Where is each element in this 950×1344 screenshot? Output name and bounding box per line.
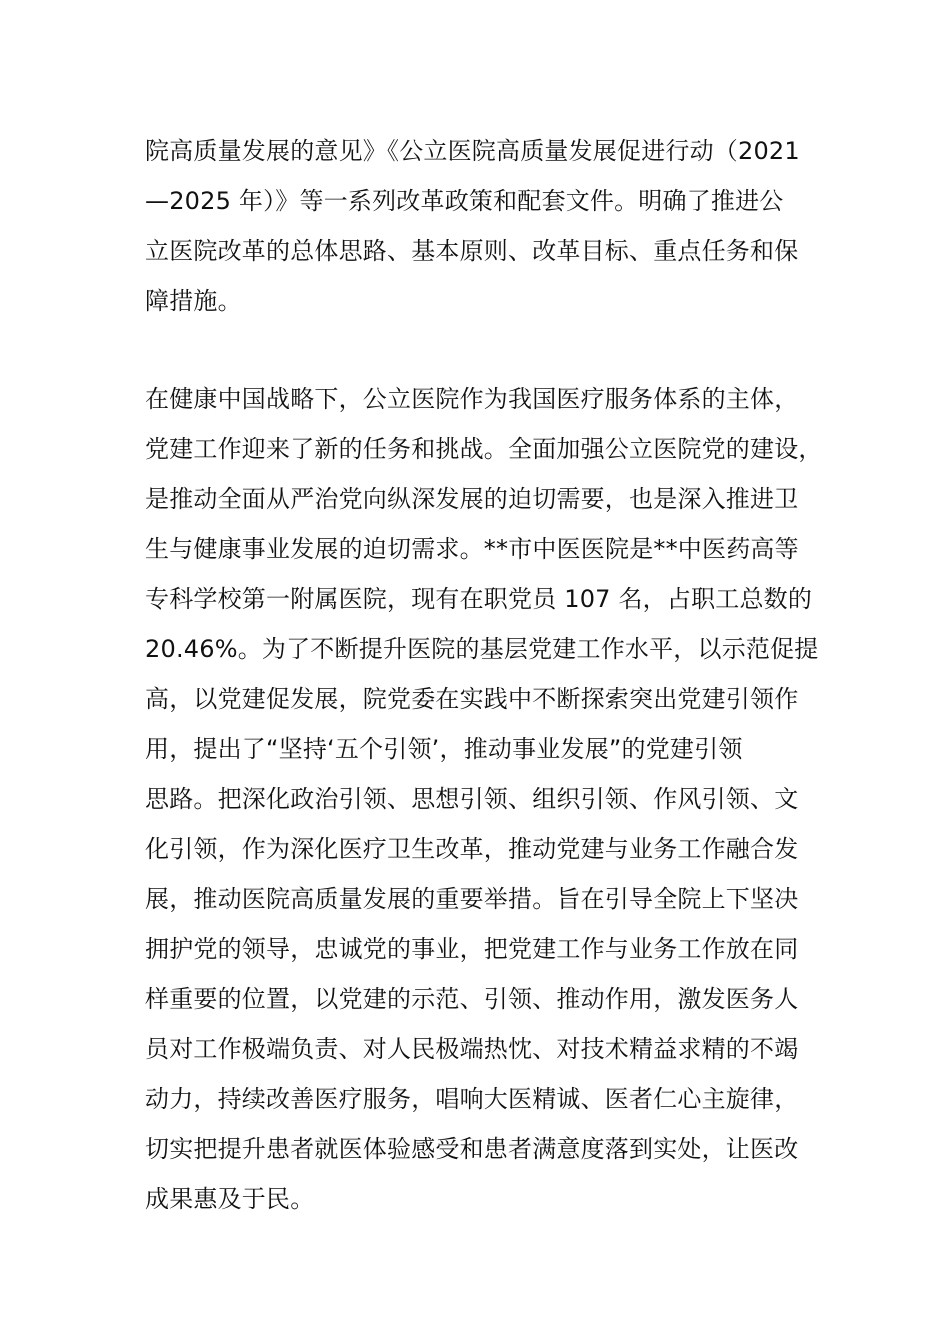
paragraph-2-line-9: 思路。把深化政治引领、思想引领、组织引领、作风引领、文 bbox=[145, 785, 799, 813]
paragraph-2-line-11: 展，推动医院高质量发展的重要举措。旨在引导全院上下坚决 bbox=[145, 885, 799, 913]
paragraph-1-line-4: 障措施。 bbox=[145, 287, 242, 315]
paragraph-2-line-3: 是推动全面从严治党向纵深发展的迫切需要，也是深入推进卫 bbox=[145, 485, 799, 513]
paragraph-1-line-1: 院高质量发展的意见》《公立医院高质量发展促进行动（2021 bbox=[145, 137, 800, 165]
paragraph-2-line-7: 高，以党建促发展，院党委在实践中不断探索突出党建引领作 bbox=[145, 685, 799, 713]
paragraph-1-line-3: 立医院改革的总体思路、基本原则、改革目标、重点任务和保 bbox=[145, 237, 799, 265]
paragraph-2-line-6: 20.46%。为了不断提升医院的基层党建工作水平，以示范促提 bbox=[145, 635, 819, 663]
paragraph-1-line-2: —2025 年）》等一系列改革政策和配套文件。明确了推进公 bbox=[145, 187, 784, 215]
paragraph-2-line-16: 切实把提升患者就医体验感受和患者满意度落到实处，让医改 bbox=[145, 1135, 799, 1163]
paragraph-2-line-12: 拥护党的领导，忠诚党的事业，把党建工作与业务工作放在同 bbox=[145, 935, 799, 963]
paragraph-2-line-17: 成果惠及于民。 bbox=[145, 1185, 315, 1213]
paragraph-2-line-1: 在健康中国战略下，公立医院作为我国医疗服务体系的主体， bbox=[145, 385, 799, 413]
paragraph-2-line-2: 党建工作迎来了新的任务和挑战。全面加强公立医院党的建设， bbox=[145, 435, 823, 463]
paragraph-2-line-10: 化引领，作为深化医疗卫生改革，推动党建与业务工作融合发 bbox=[145, 835, 799, 863]
paragraph-2-line-4: 生与健康事业发展的迫切需求。**市中医医院是**中医药高等 bbox=[145, 535, 799, 563]
paragraph-2-line-14: 员对工作极端负责、对人民极端热忱、对技术精益求精的不竭 bbox=[145, 1035, 799, 1063]
paragraph-2-line-15: 动力，持续改善医疗服务，唱响大医精诚、医者仁心主旋律， bbox=[145, 1085, 799, 1113]
paragraph-2-line-8: 用，提出了“坚持‘五个引领’，推动事业发展”的党建引领 bbox=[145, 735, 743, 763]
paragraph-2-line-13: 样重要的位置，以党建的示范、引领、推动作用，激发医务人 bbox=[145, 985, 799, 1013]
paragraph-2-line-5: 专科学校第一附属医院，现有在职党员 107 名，占职工总数的 bbox=[145, 585, 813, 613]
